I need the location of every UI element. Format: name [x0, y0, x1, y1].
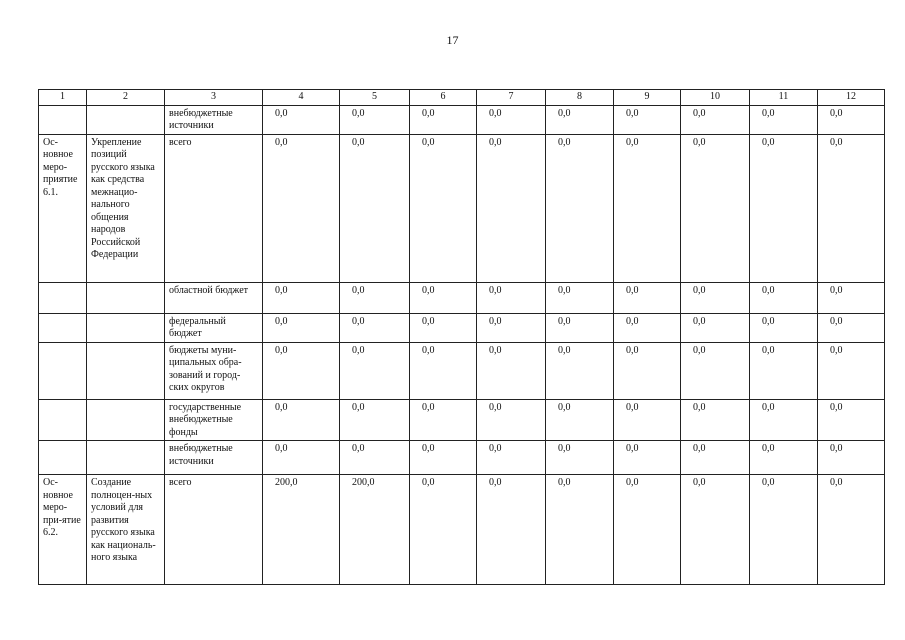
value-cell: 0,0 [818, 282, 885, 313]
value-cell: 0,0 [681, 134, 750, 282]
value-cell: 0,0 [410, 134, 477, 282]
funding-source-cell: внебюджетные источники [165, 105, 263, 134]
value-cell: 0,0 [750, 342, 818, 399]
value-cell: 200,0 [263, 475, 340, 585]
value-cell: 0,0 [750, 441, 818, 475]
funding-source-cell: всего [165, 475, 263, 585]
activity-name-cell [87, 105, 165, 134]
value-cell: 0,0 [263, 105, 340, 134]
value-cell: 0,0 [477, 105, 546, 134]
value-cell: 200,0 [340, 475, 410, 585]
value-cell: 0,0 [818, 475, 885, 585]
value-cell: 0,0 [546, 342, 614, 399]
funding-source-cell: государственные внебюджетные фонды [165, 399, 263, 441]
value-cell: 0,0 [750, 399, 818, 441]
value-cell: 0,0 [410, 399, 477, 441]
value-cell: 0,0 [477, 282, 546, 313]
activity-name-cell [87, 282, 165, 313]
activity-name-cell [87, 342, 165, 399]
activity-number-cell [39, 282, 87, 313]
value-cell: 0,0 [614, 105, 681, 134]
value-cell: 0,0 [750, 105, 818, 134]
activity-name-cell [87, 399, 165, 441]
value-cell: 0,0 [263, 313, 340, 342]
budget-table [38, 89, 885, 585]
value-cell: 0,0 [614, 342, 681, 399]
value-cell: 0,0 [681, 282, 750, 313]
value-cell: 0,0 [546, 282, 614, 313]
value-cell: 0,0 [340, 282, 410, 313]
value-cell: 0,0 [681, 313, 750, 342]
funding-source-cell: бюджеты муни-ципальных обра-зований и город-ских округов [165, 342, 263, 399]
value-cell: 0,0 [477, 475, 546, 585]
table-row [39, 105, 885, 134]
table-row [39, 282, 885, 313]
table-row [39, 134, 885, 282]
value-cell: 0,0 [410, 313, 477, 342]
value-cell: 0,0 [750, 475, 818, 585]
value-cell: 0,0 [340, 105, 410, 134]
value-cell: 0,0 [818, 342, 885, 399]
column-header: 8 [546, 90, 614, 106]
column-header: 1 [39, 90, 87, 106]
value-cell: 0,0 [340, 134, 410, 282]
value-cell: 0,0 [263, 342, 340, 399]
value-cell: 0,0 [410, 342, 477, 399]
column-header: 4 [263, 90, 340, 106]
table-row [39, 475, 885, 585]
activity-number-cell: Ос-новное меро-при-ятие 6.2. [39, 475, 87, 585]
value-cell: 0,0 [410, 105, 477, 134]
value-cell: 0,0 [750, 134, 818, 282]
value-cell: 0,0 [410, 475, 477, 585]
value-cell: 0,0 [614, 475, 681, 585]
value-cell: 0,0 [681, 441, 750, 475]
value-cell: 0,0 [818, 441, 885, 475]
value-cell: 0,0 [477, 399, 546, 441]
value-cell: 0,0 [546, 105, 614, 134]
value-cell: 0,0 [614, 441, 681, 475]
activity-name-cell [87, 441, 165, 475]
table-row [39, 313, 885, 342]
activity-number-cell [39, 399, 87, 441]
activity-name-cell: Укрепление позиций русского языка как средства межнацио-нального общения народов Российской Федерации [87, 134, 165, 282]
value-cell: 0,0 [818, 134, 885, 282]
value-cell: 0,0 [614, 313, 681, 342]
activity-number-cell [39, 313, 87, 342]
activity-number-cell: Ос-новное меро-приятие 6.1. [39, 134, 87, 282]
column-header-row [39, 90, 885, 106]
value-cell: 0,0 [477, 441, 546, 475]
value-cell: 0,0 [477, 134, 546, 282]
value-cell: 0,0 [340, 399, 410, 441]
value-cell: 0,0 [263, 134, 340, 282]
value-cell: 0,0 [750, 313, 818, 342]
table-row [39, 399, 885, 441]
value-cell: 0,0 [750, 282, 818, 313]
funding-source-cell: внебюджетные источники [165, 441, 263, 475]
value-cell: 0,0 [818, 399, 885, 441]
activity-number-cell [39, 441, 87, 475]
value-cell: 0,0 [340, 441, 410, 475]
column-header: 9 [614, 90, 681, 106]
value-cell: 0,0 [263, 399, 340, 441]
activity-number-cell [39, 105, 87, 134]
value-cell: 0,0 [410, 282, 477, 313]
value-cell: 0,0 [681, 105, 750, 134]
value-cell: 0,0 [477, 313, 546, 342]
funding-source-cell: федеральный бюджет [165, 313, 263, 342]
activity-name-cell [87, 313, 165, 342]
activity-number-cell [39, 342, 87, 399]
value-cell: 0,0 [818, 105, 885, 134]
value-cell: 0,0 [410, 441, 477, 475]
value-cell: 0,0 [614, 282, 681, 313]
value-cell: 0,0 [614, 134, 681, 282]
activity-name-cell: Создание полноцен-ных условий для развития русского языка как националь-ного языка [87, 475, 165, 585]
page-number: 17 [446, 33, 459, 47]
column-header: 11 [750, 90, 818, 106]
table-row [39, 441, 885, 475]
column-header: 5 [340, 90, 410, 106]
column-header: 2 [87, 90, 165, 106]
value-cell: 0,0 [340, 313, 410, 342]
value-cell: 0,0 [546, 313, 614, 342]
column-header: 10 [681, 90, 750, 106]
value-cell: 0,0 [546, 441, 614, 475]
funding-source-cell: областной бюджет [165, 282, 263, 313]
value-cell: 0,0 [818, 313, 885, 342]
value-cell: 0,0 [477, 342, 546, 399]
table-row [39, 342, 885, 399]
value-cell: 0,0 [546, 134, 614, 282]
column-header: 3 [165, 90, 263, 106]
value-cell: 0,0 [263, 282, 340, 313]
column-header: 6 [410, 90, 477, 106]
column-header: 12 [818, 90, 885, 106]
value-cell: 0,0 [681, 475, 750, 585]
value-cell: 0,0 [681, 399, 750, 441]
value-cell: 0,0 [681, 342, 750, 399]
column-header: 7 [477, 90, 546, 106]
funding-source-cell: всего [165, 134, 263, 282]
value-cell: 0,0 [340, 342, 410, 399]
value-cell: 0,0 [546, 399, 614, 441]
value-cell: 0,0 [614, 399, 681, 441]
value-cell: 0,0 [546, 475, 614, 585]
value-cell: 0,0 [263, 441, 340, 475]
